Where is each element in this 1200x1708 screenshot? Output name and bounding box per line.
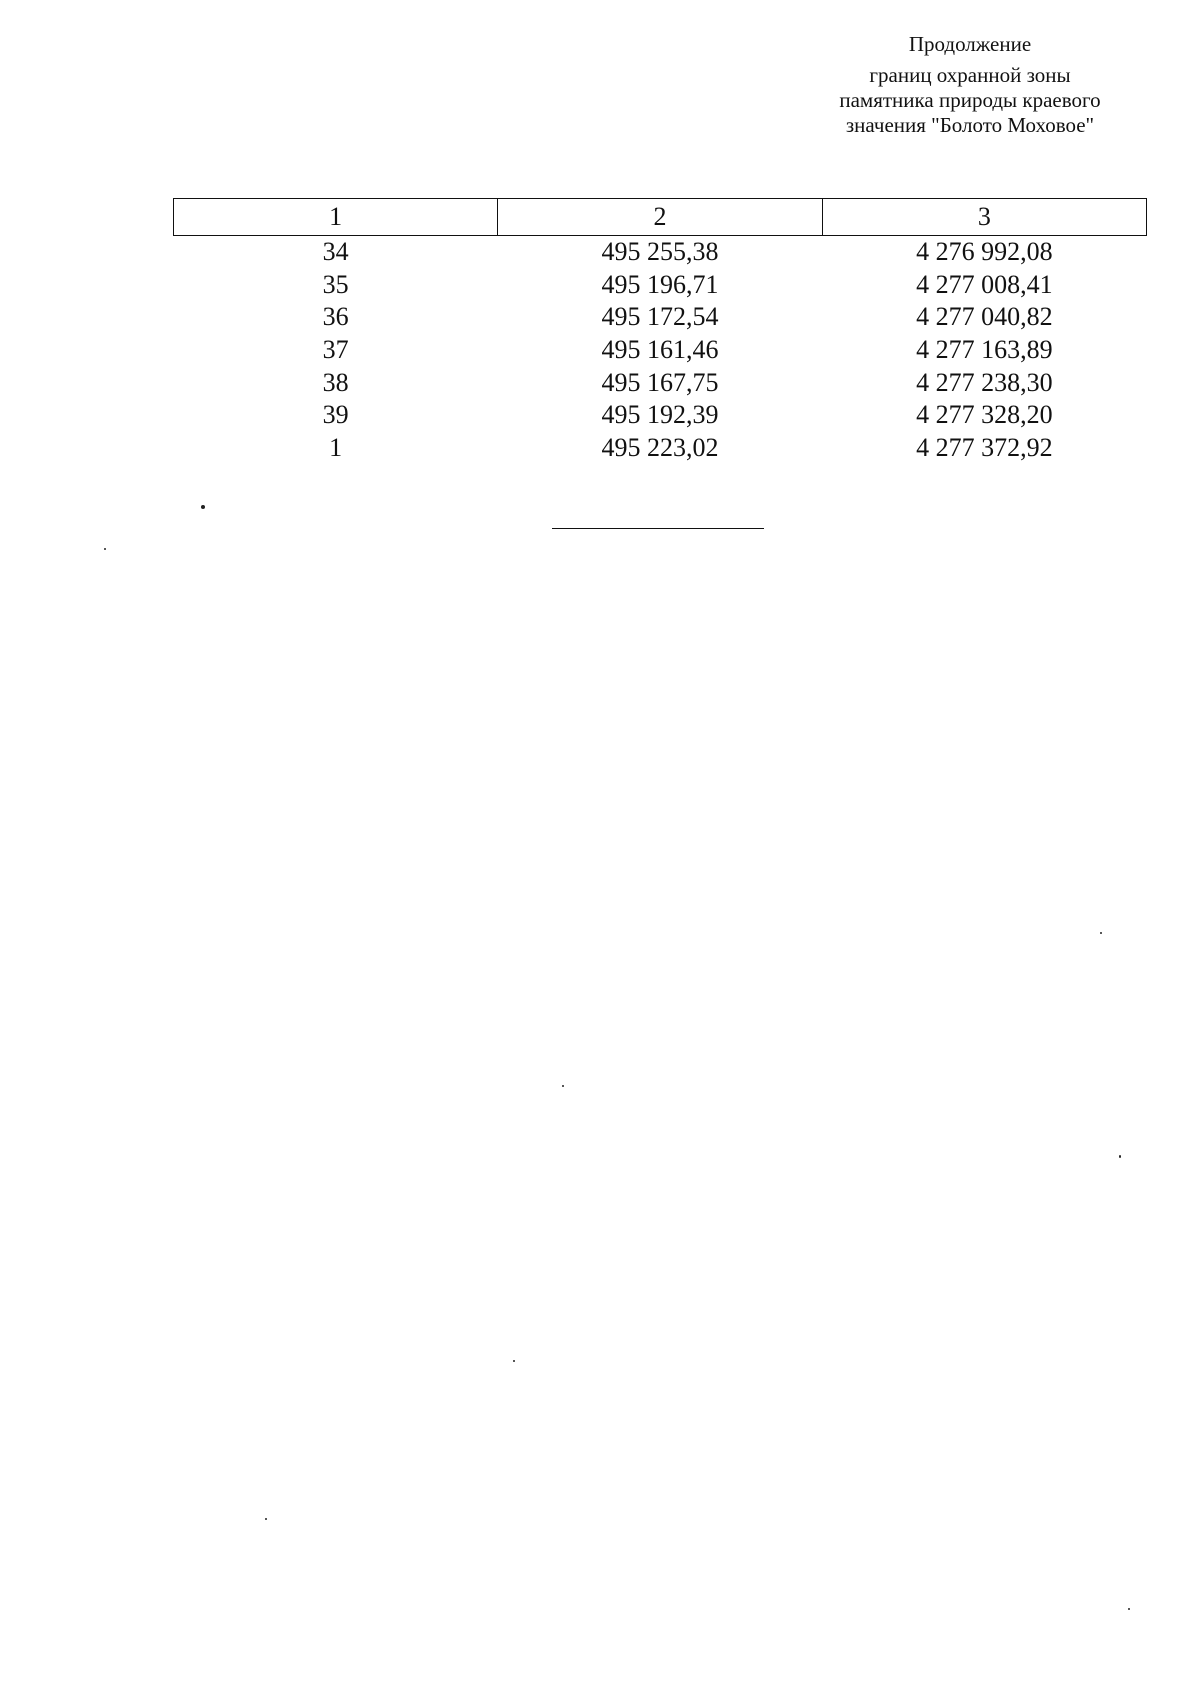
point-number-cell: 39 [322,400,349,430]
table-row [174,269,1147,302]
column-header-1: 1 [174,199,498,236]
coordinate-x-cell: 495 223,02 [601,432,719,462]
table-row [174,432,1147,465]
point-number-cell: 1 [329,432,343,462]
scan-speck [513,1360,515,1362]
point-number-cell: 34 [322,237,349,267]
table-row [174,334,1147,367]
continuation-caption [790,32,1150,138]
scan-speck [1128,1608,1130,1610]
column-header-3: 3 [822,199,1146,236]
column-header-2: 2 [498,199,822,236]
header-row [174,199,1147,236]
coordinate-x-cell: 495 172,54 [601,302,719,332]
scan-speck [104,548,106,550]
coordinate-y-cell: 4 277 328,20 [916,400,1053,430]
coordinate-y-cell: 4 277 163,89 [916,335,1053,365]
table-row [174,301,1147,334]
coordinate-x-cell: 495 161,46 [601,335,719,365]
coordinate-x-cell: 495 167,75 [601,367,719,397]
coordinate-y-cell: 4 277 238,30 [916,367,1053,397]
coordinate-y-cell: 4 277 008,41 [916,269,1053,299]
scan-speck [1100,932,1102,934]
coordinate-y-cell: 4 276 992,08 [916,237,1053,267]
scan-speck [1119,1155,1121,1158]
table-row [174,366,1147,399]
caption-line-significance: значения "Болото Моховое" [845,113,1095,137]
coordinate-x-cell: 495 255,38 [601,237,719,267]
caption-line-boundaries: границ охранной зоны [869,63,1071,87]
coordinates-table [173,198,1147,464]
caption-line-monument: памятника природы краевого [839,88,1101,112]
point-number-cell: 37 [322,335,349,365]
point-number-cell: 35 [322,269,349,299]
coordinates-table-container [173,198,1147,464]
end-of-document-rule [552,528,764,529]
coordinate-x-cell: 495 192,39 [601,400,719,430]
table-body [174,236,1147,465]
caption-line-continuation: Продолжение [908,32,1032,56]
point-number-cell: 38 [322,367,349,397]
table-row [174,399,1147,432]
coordinate-y-cell: 4 277 372,92 [916,432,1053,462]
scan-speck [265,1518,267,1520]
point-number-cell: 36 [322,302,349,332]
table-header [174,199,1147,236]
scan-speck [201,505,205,509]
coordinate-y-cell: 4 277 040,82 [916,302,1053,332]
table-row [174,236,1147,269]
scan-speck [562,1085,564,1087]
coordinate-x-cell: 495 196,71 [601,269,719,299]
